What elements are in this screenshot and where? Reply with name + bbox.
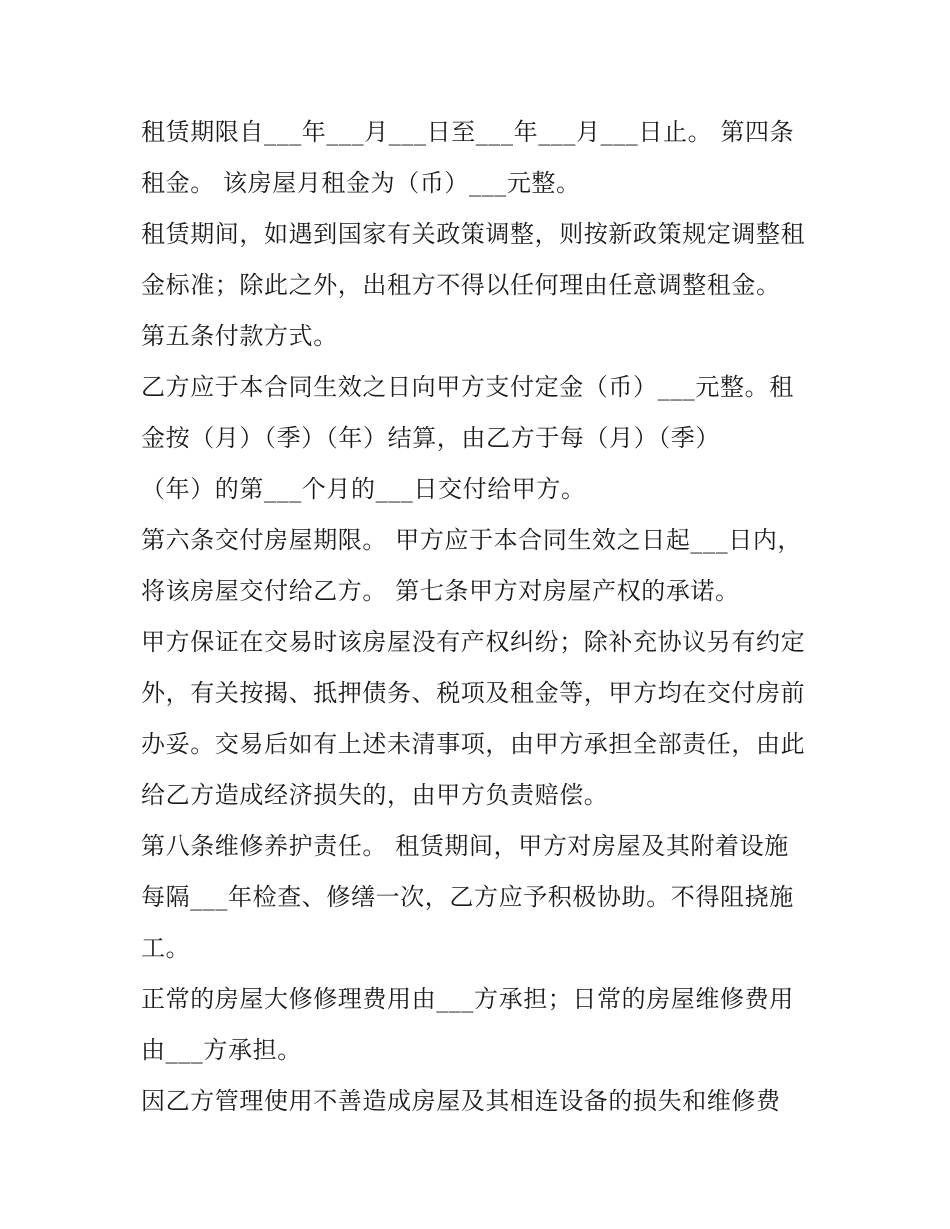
text-line: 由___方承担。 [141, 1036, 302, 1064]
text-line: 办妥。交易后如有上述未清事项，由甲方承担全部责任，由此 [141, 730, 806, 758]
text-line: 每隔___年检查、修缮一次，乙方应予积极协助。不得阻挠施 [141, 883, 794, 911]
text-line: （年）的第___个月的___日交付给甲方。 [141, 475, 586, 503]
text-line: 金按（月）（季）（年）结算，由乙方于每（月）（季） [141, 424, 720, 452]
text-line: 正常的房屋大修修理费用由___方承担；日常的房屋维修费用 [141, 985, 794, 1013]
text-line: 甲方保证在交易时该房屋没有产权纠纷；除补充协议另有约定 [141, 628, 806, 656]
text-line: 租金。 该房屋月租金为（币）___元整。 [141, 169, 581, 197]
text-line: 租赁期限自___年___月___日至___年___月___日止。 第四条 [141, 118, 795, 146]
text-line: 第八条维修养护责任。 租赁期间，甲方对房屋及其附着设施 [141, 832, 789, 860]
text-line: 金标准；除此之外，出租方不得以任何理由任意调整租金。 [141, 271, 781, 299]
text-line: 第六条交付房屋期限。 甲方应于本合同生效之日起___日内， [141, 526, 803, 554]
text-line: 将该房屋交付给乙方。 第七条甲方对房屋产权的承诺。 [141, 577, 740, 605]
text-line: 给乙方造成经济损失的，由甲方负责赔偿。 [141, 781, 609, 809]
text-line: 第五条付款方式。 [141, 322, 338, 350]
text-line: 工。 [141, 934, 191, 962]
text-line: 外，有关按揭、抵押债务、税项及租金等，甲方均在交付房前 [141, 679, 806, 707]
document-body [141, 107, 821, 1127]
text-line: 因乙方管理使用不善造成房屋及其相连设备的损失和维修费 [141, 1087, 781, 1115]
text-line: 乙方应于本合同生效之日向甲方支付定金（币）___元整。租 [141, 373, 794, 401]
text-line: 租赁期间，如遇到国家有关政策调整，则按新政策规定调整租 [141, 220, 806, 248]
